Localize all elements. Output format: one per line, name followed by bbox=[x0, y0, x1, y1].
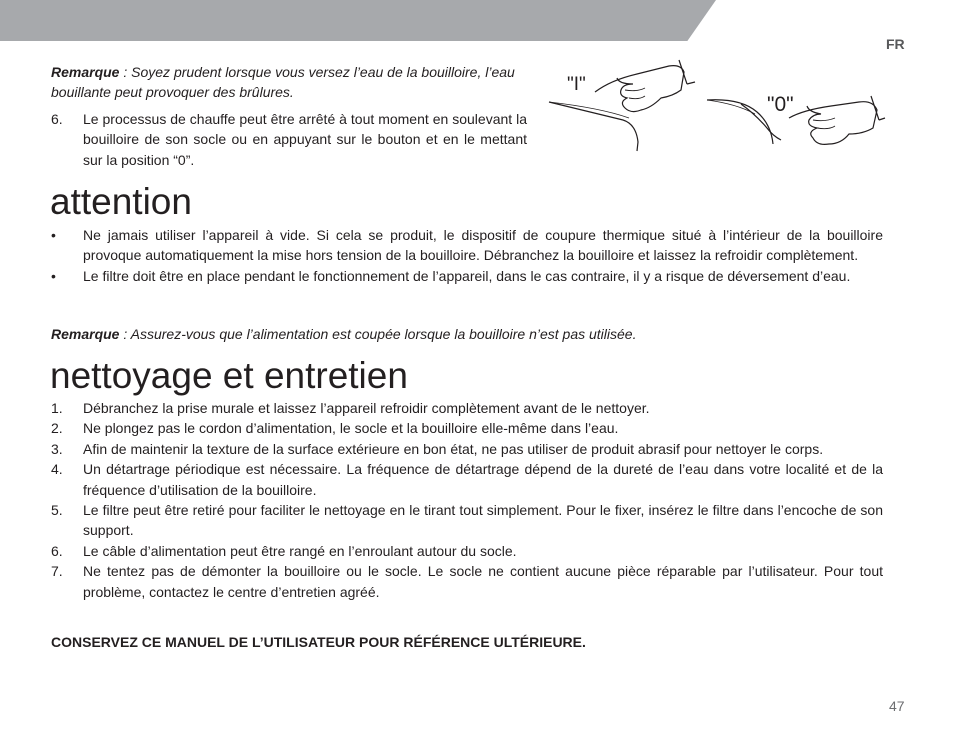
list-item bbox=[51, 418, 883, 438]
step-text: Ne tentez pas de démonter la bouilloire ou le socle. Le socle ne contient aucune pièce réparable par l’utilisateur. Pour tout problème, contactez le centre d’entretien agréé. bbox=[83, 563, 883, 600]
step-text: Le processus de chauffe peut être arrêté à tout moment en soulevant la bouilloire de son socle ou en appuyant sur le bouton et en le mettant sur la position “0”. bbox=[83, 111, 527, 168]
step-number: 6. bbox=[51, 542, 63, 559]
switch-illustrations bbox=[541, 56, 886, 160]
power-note bbox=[51, 324, 883, 344]
note-text: : Assurez-vous que l’alimentation est coupée lorsque la bouilloire n’est pas utilisée. bbox=[119, 326, 637, 342]
list-item bbox=[51, 225, 883, 266]
cleaning-steps bbox=[51, 398, 883, 602]
language-tab: FR bbox=[886, 36, 905, 52]
step-text: Débranchez la prise murale et laissez l’appareil refroidir complètement avant de le nettoyer. bbox=[83, 400, 650, 416]
note-label: Remarque bbox=[51, 326, 120, 342]
list-item bbox=[51, 561, 883, 602]
step-number: 5. bbox=[51, 502, 63, 519]
step-number: 4. bbox=[51, 461, 63, 478]
attention-heading: attention bbox=[50, 181, 192, 222]
step-text: Le filtre peut être retiré pour faciliter le nettoyage en le tirant tout simplement. Pour le fixer, insérez le filtre dans l’encoche de son support. bbox=[83, 502, 883, 539]
bullet-icon: • bbox=[51, 267, 56, 284]
instruction-step-6 bbox=[51, 109, 527, 170]
step-text: Le câble d’alimentation peut être rangé en l’enroulant autour du socle. bbox=[83, 542, 517, 559]
list-item bbox=[51, 398, 883, 418]
list-item bbox=[51, 500, 883, 541]
list-item bbox=[51, 439, 883, 459]
bullet-text: Le filtre doit être en place pendant le fonctionnement de l’appareil, dans le cas contraire, il y a risque de déversement d’eau. bbox=[83, 267, 851, 284]
step-number: 6. bbox=[51, 111, 63, 127]
switch-on-label: "I" bbox=[567, 74, 586, 95]
switch-off-label: "0" bbox=[767, 93, 794, 116]
header-band bbox=[0, 0, 716, 41]
list-item bbox=[51, 541, 883, 561]
keep-manual-notice: CONSERVEZ CE MANUEL DE L’UTILISATEUR POUR RÉFÉRENCE ULTÉRIEURE. bbox=[51, 634, 586, 650]
safety-note bbox=[51, 62, 531, 103]
bullet-icon: • bbox=[51, 227, 56, 243]
note-label: Remarque bbox=[51, 64, 120, 80]
bullet-text: Ne jamais utiliser l’appareil à vide. Si cela se produit, le dispositif de coupure thermique situé à l’intérieur de la bouilloire provoque automatiquement la mise hors tension de la bouilloire. Débranchez la bouilloire et laissez la refroidir complètement. bbox=[83, 227, 883, 264]
step-number: 1. bbox=[51, 400, 63, 416]
step-text: Afin de maintenir la texture de la surface extérieure en bon état, ne pas utiliser de produit abrasif pour nettoyer le corps. bbox=[83, 440, 824, 457]
page-number: 47 bbox=[889, 698, 905, 714]
attention-list bbox=[51, 225, 883, 286]
cleaning-heading: nettoyage et entretien bbox=[50, 355, 408, 396]
step-text: Un détartrage périodique est nécessaire. La fréquence de détartrage dépend de la dureté de l’eau dans votre localité et de la fréquence d’utilisation de la bouilloire. bbox=[83, 461, 883, 498]
step-number: 7. bbox=[51, 563, 63, 580]
step-text: Ne plongez pas le cordon d’alimentation, le socle et la bouilloire elle-même dans l’eau. bbox=[83, 420, 619, 437]
switch-off-illustration bbox=[707, 96, 885, 144]
step-number: 3. bbox=[51, 440, 63, 457]
list-item bbox=[51, 459, 883, 500]
list-item bbox=[51, 266, 883, 286]
note-text: : Soyez prudent lorsque vous versez l’eau de la bouilloire, l’eau bouillante peut provoquer des brûlures. bbox=[51, 64, 515, 101]
step-number: 2. bbox=[51, 420, 63, 437]
